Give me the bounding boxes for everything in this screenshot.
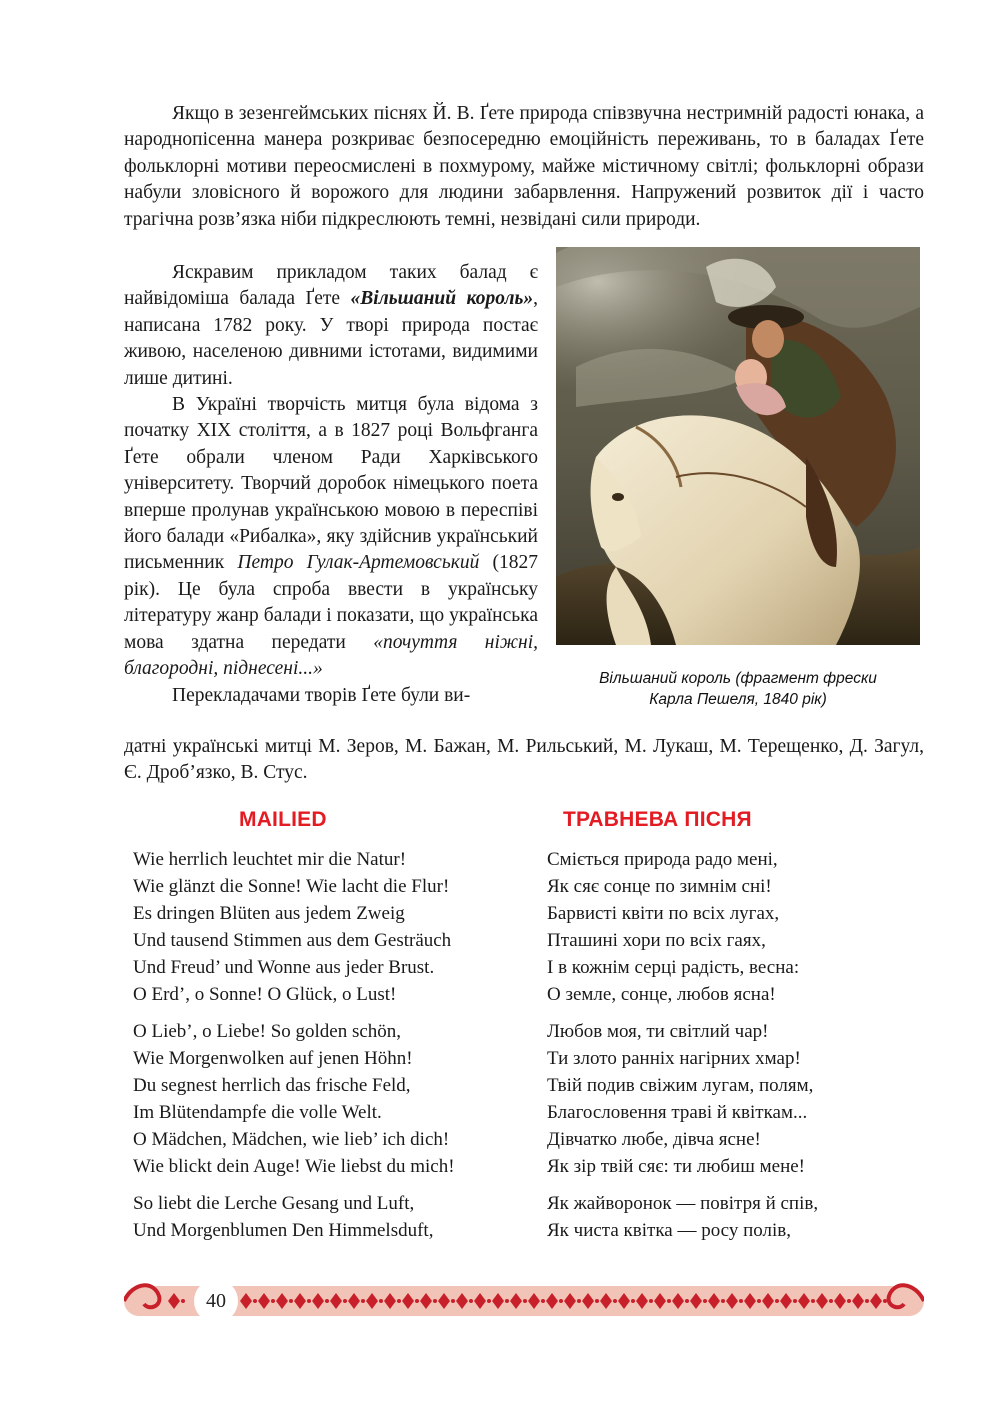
poem-german-line: Im Blütendampfe die volle Welt. [133,1102,382,1123]
fresco-image [556,247,920,645]
ornament-dot [289,1299,293,1303]
poem-ukrainian-stanza [547,846,927,1008]
poem-german-line: O Mädchen, Mädchen, wie lieb’ ich dich! [133,1129,450,1150]
poem-ukrainian-line: Барвисті квіти по всіх лугах, [547,903,780,924]
poem-german-stanza [133,846,523,1008]
ornament-dot [307,1299,311,1303]
poem-ukrainian [547,846,927,1254]
ornament-dot [541,1299,545,1303]
ornament-dot [325,1299,329,1303]
poem-german-line: Du segnest herrlich das frische Feld, [133,1075,411,1096]
ornament-dot [649,1299,653,1303]
poem-german-line: Wie glänzt die Sonne! Wie lacht die Flur! [133,876,450,897]
ornament-dot [811,1299,815,1303]
poem-ukrainian-line: Твій подив свіжим лугам, полям, [547,1075,814,1096]
paragraph-4-continuation [124,734,924,787]
ornament-dot [757,1299,761,1303]
poem-ukrainian-line: Як сяє сонце по зимнім сні! [547,876,772,897]
fresco-illustration [556,247,920,645]
ornament-dot [253,1299,257,1303]
poem-german-line: So liebt die Lerche Gesang und Luft, [133,1193,415,1214]
poem-german-line: Und Morgenblumen Den Himmelsduft, [133,1220,434,1241]
ornament-dot [847,1299,851,1303]
ballad-title: «Вільшаний король» [350,288,534,310]
poem-ukrainian-stanza [547,1018,927,1180]
caption-line-1: Вільшаний король (фрагмент фрески [599,670,877,687]
ornament-dot [343,1299,347,1303]
poem-german-line: O Lieb’, o Liebe! So golden schön, [133,1021,402,1042]
poem-german-stanza [133,1190,523,1244]
ornament-dot [271,1299,275,1303]
ornament-dot [685,1299,689,1303]
ornament-dot [595,1299,599,1303]
poem-german-line: Es dringen Blüten aus jedem Zweig [133,903,405,924]
ornament-dot [631,1299,635,1303]
intro-paragraph-1 [124,101,924,233]
poem-ukrainian-line: Як чиста квітка — росу полів, [547,1220,791,1241]
ornament-dot [865,1299,869,1303]
ornament-dot [613,1299,617,1303]
ornament-dot [775,1299,779,1303]
ornament-dot [505,1299,509,1303]
ornament-dot [469,1299,473,1303]
page-number: 40 [194,1279,238,1323]
poem-ukrainian-line: Пташині хори по всіх гаях, [547,930,766,951]
ornament-dot [703,1299,707,1303]
caption-line-2: Карла Пешеля, 1840 рік) [649,691,827,708]
poem-german-line: O Erd’, o Sonne! O Glück, o Lust! [133,984,397,1005]
poem-german-line: Und Freud’ und Wonne aus jeder Brust. [133,957,435,978]
ornament-dot [883,1299,887,1303]
left-column [124,260,538,709]
paragraph-2: Яскравим прикладом таких балад є найвідоміша балада Ґете «Вільшаний король», написана 1782 року. У творі природа постає живою, населеною дивними істотами, видимими лише дитині. [124,262,539,389]
ornament-dot [667,1299,671,1303]
poem-ukrainian-stanza [547,1190,927,1244]
author-name: Петро Гулак-Артемовський [237,552,480,574]
ornament-dot [487,1299,491,1303]
quote: «почуття ніжні, благородні, піднесені...» [124,631,538,680]
poem-german-line: Und tausend Stimmen aus dem Gesträuch [133,930,452,951]
ornament-dot [559,1299,563,1303]
poem-german-stanza [133,1018,523,1180]
poem-ukrainian-line: Ти злото ранніх нагірних хмар! [547,1048,801,1069]
ornament-dot [181,1299,185,1303]
poem-ukrainian-line: Як жайворонок — повітря й спів, [547,1193,819,1214]
paragraph-3: В Україні творчість митця була відома з початку XIX століття, а в 1827 році Вольфганга Ґете обрали членом Ради Харківського університету. Творчий доробок німецького поета вперше пролунав українською мовою в переспіві його балади «Рибалка», яку здійснив український письменник Петро Гулак-Артемовський (1827 рік). Це була спроба ввести в українську літературу жанр балади і показати, що українська мова здатна передати «почуття ніжні, благородні, піднесені...» [124,394,538,680]
poem-ukrainian-line: О земле, сонце, любов ясна! [547,984,776,1005]
poem-ukrainian-line: Дівчатко любе, дівча ясне! [547,1129,761,1150]
poem-german [133,846,523,1254]
poem-ukrainian-line: Любов моя, ти світлий чар! [547,1021,769,1042]
poem-ukrainian-line: Благословення траві й квіткам... [547,1102,808,1123]
ornament-dot [433,1299,437,1303]
ornament-dot [739,1299,743,1303]
ornament-dot [379,1299,383,1303]
poem-german-line: Wie blickt dein Auge! Wie liebst du mich! [133,1156,455,1177]
poem-title-ukrainian: ТРАВНЕВА ПІСНЯ [563,808,752,831]
ornament-dot [451,1299,455,1303]
footer-ornament [124,1276,924,1326]
poem-ukrainian-line: І в кожнім серці радість, весна: [547,957,800,978]
poem-title-german: MAILIED [239,808,327,831]
ornament-dot [721,1299,725,1303]
poem-german-line: Wie herrlich leuchtet mir die Natur! [133,849,407,870]
paragraph-1-text: Якщо в зезенгеймських піснях Й. В. Ґете природа співзвучна нестримній радості юнака, а народнопісенна манера розкриває безпосередню емоційність переживань, то в баладах Ґете фольклорні мотиви переосмислені в похмурому, майже містичному світлі; фольклорні образи набули зловісного й ворожого для людини забарвлення. Напружений розвиток дії і часто трагічна розв’язка ніби підкреслюють темні, незвідані сили природи. [124,103,924,230]
poem-ukrainian-line: Сміється природа радо мені, [547,849,778,870]
ornament-dot [361,1299,365,1303]
ornament-dot [523,1299,527,1303]
poem-ukrainian-line: Як зір твій сяє: ти любиш мене! [547,1156,806,1177]
ornament-dot [577,1299,581,1303]
figure-caption [556,668,920,710]
paragraph-4-text: датні українські митці М. Зеров, М. Бажан, М. Рильський, М. Лукаш, М. Терещенко, Д. Загул, Є. Дроб’язко, В. Стус. [124,736,924,784]
poem-german-line: Wie Morgenwolken auf jenen Höhn! [133,1048,413,1069]
ornament-dot [397,1299,401,1303]
ornament-dot [415,1299,419,1303]
paragraph-4-start: Перекладачами творів Ґете були ви- [172,684,471,706]
ornament-dot [793,1299,797,1303]
ornament-dot [829,1299,833,1303]
